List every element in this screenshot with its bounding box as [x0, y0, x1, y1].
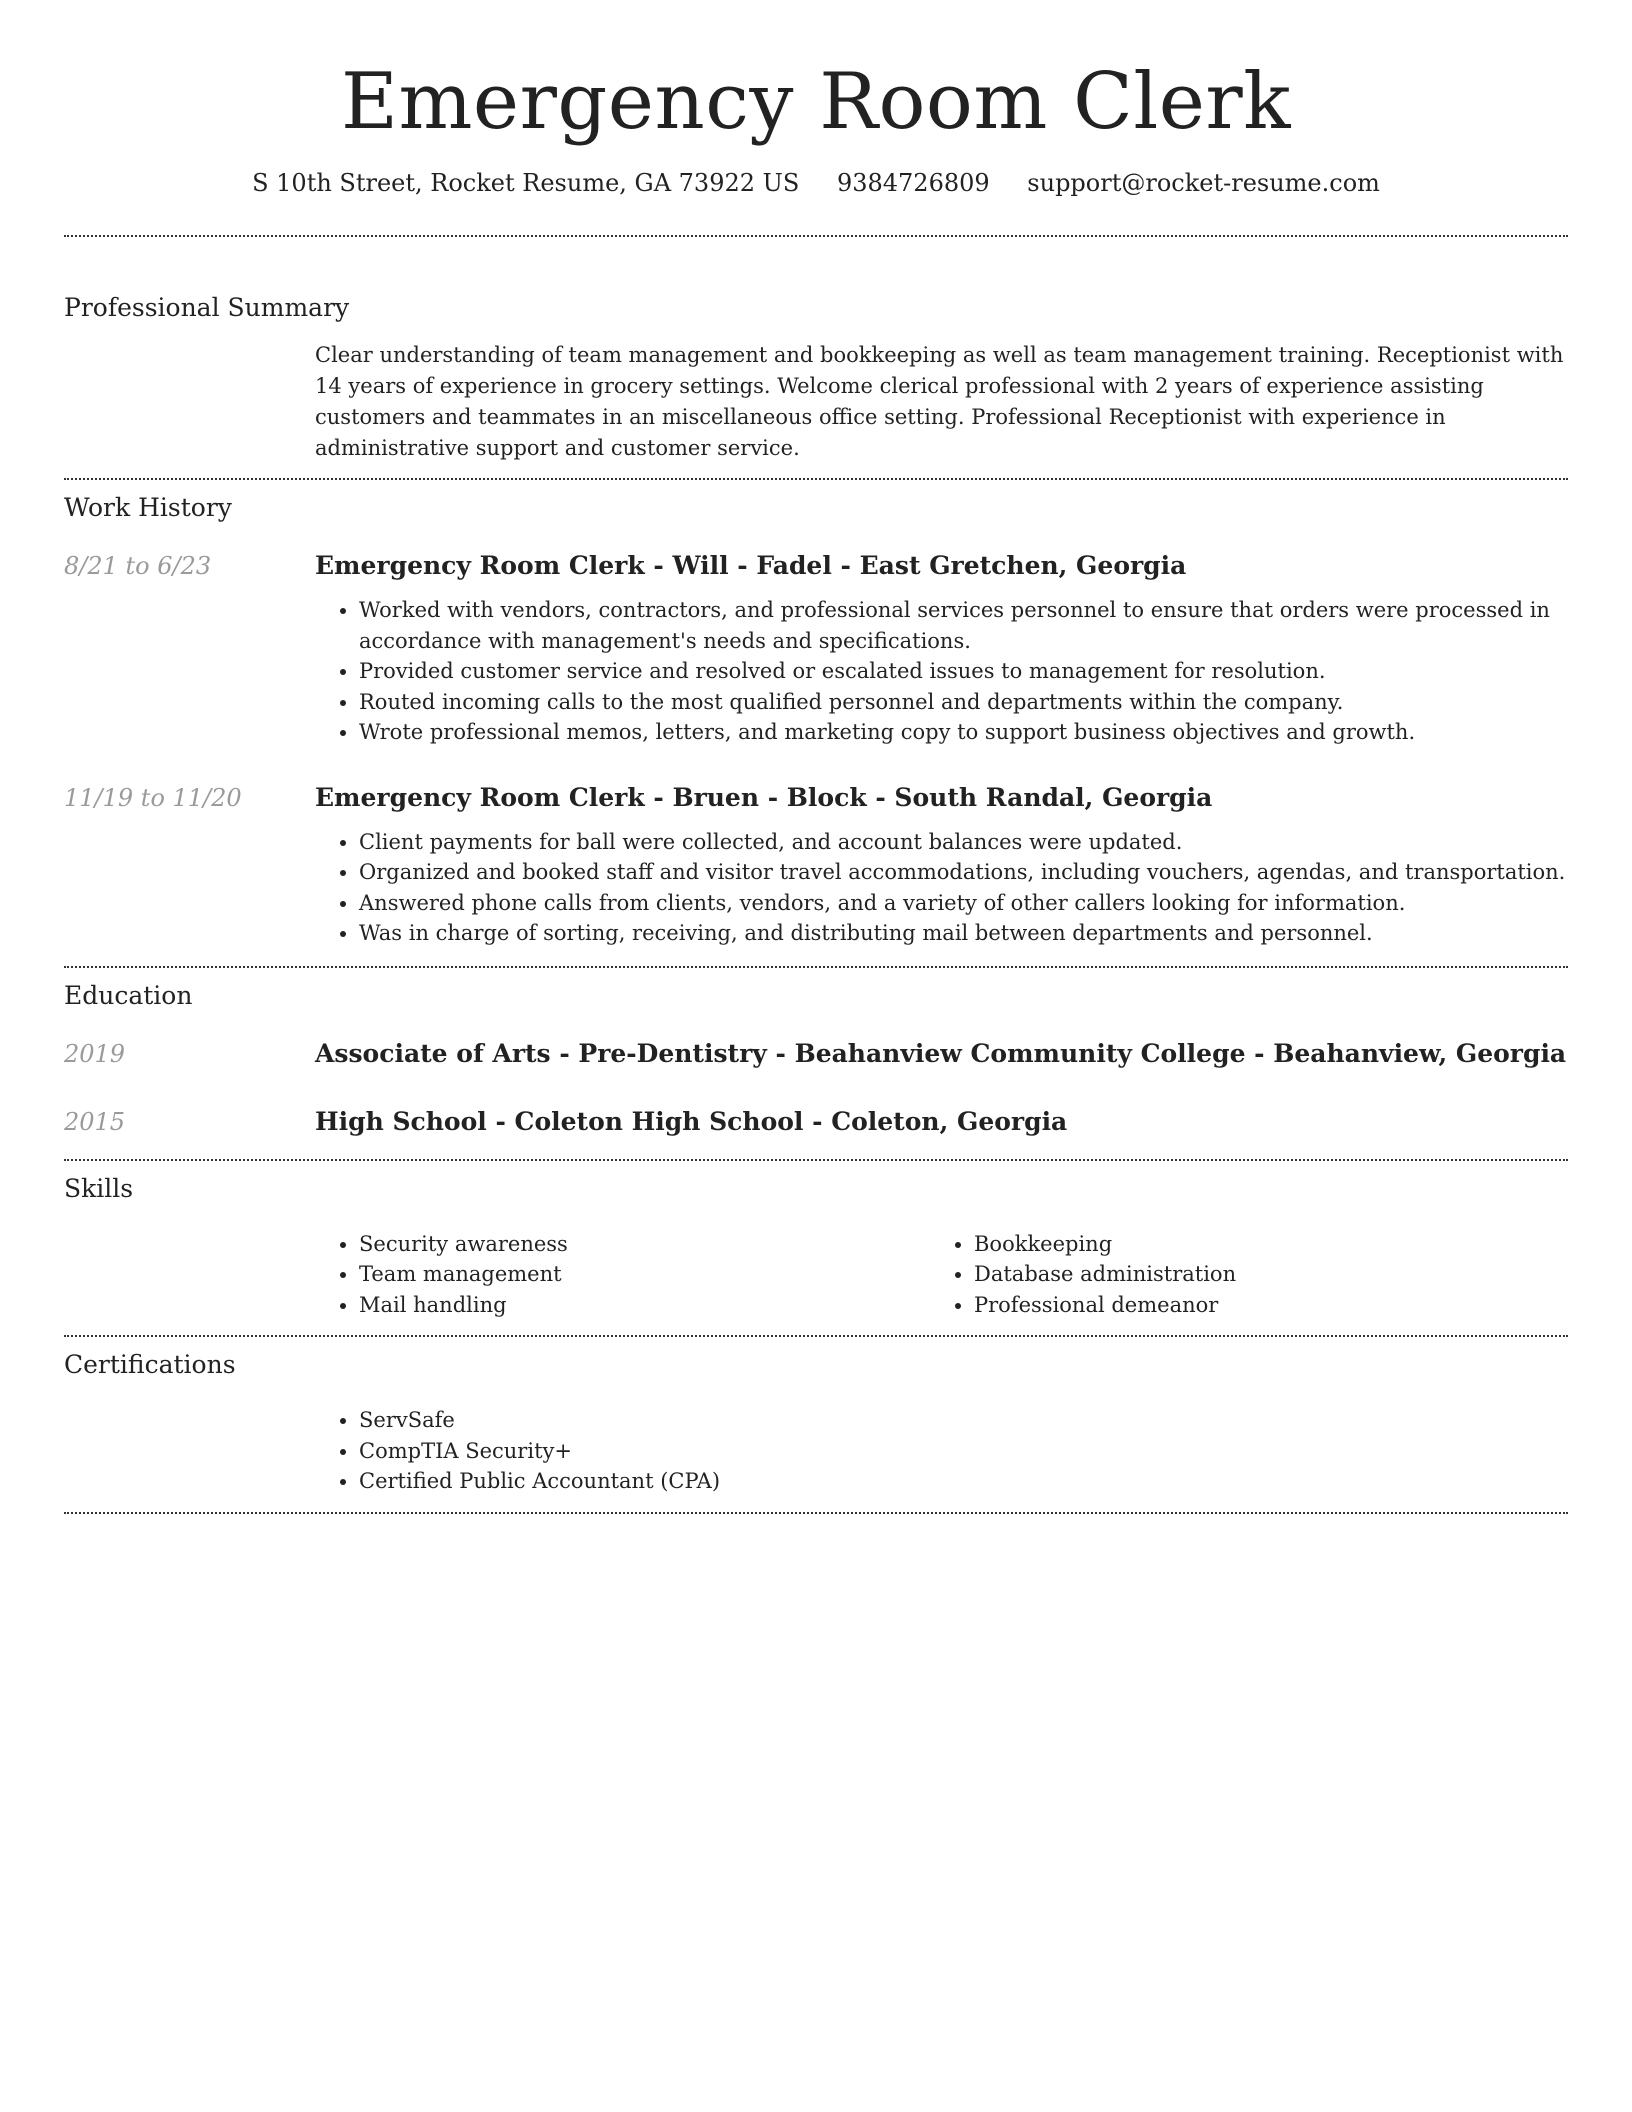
job-bullets	[315, 827, 1568, 949]
section-divider	[64, 478, 1568, 480]
skill-item: • Mail handling	[359, 1290, 930, 1321]
skills-row	[64, 1229, 1568, 1321]
job-content	[315, 549, 1568, 748]
job-dates: 11/19 to 11/20	[64, 783, 242, 812]
skill-item: • Security awareness	[359, 1229, 930, 1260]
certifications-row	[64, 1405, 1568, 1497]
skills-column-right	[930, 1229, 1545, 1321]
job-title: Emergency Room Clerk - Will - Fadel - East Gretchen, Georgia	[315, 551, 1187, 580]
skills-list	[930, 1229, 1545, 1321]
education-section	[64, 979, 1568, 1139]
education-degree: Associate of Arts - Pre-Dentistry - Beahanview Community College - Beahanview, Georgia	[315, 1038, 1567, 1068]
job-bullet: • Provided customer service and resolved or escalated issues to management for resolution.	[359, 656, 1568, 687]
job-title: Emergency Room Clerk - Bruen - Block - South Randal, Georgia	[315, 782, 1213, 812]
skill-item: • Bookkeeping	[974, 1229, 1545, 1260]
job-content	[315, 781, 1568, 949]
job-bullet: • Answered phone calls from clients, vendors, and a variety of other callers looking for information.	[359, 888, 1568, 919]
skill-item: • Database administration	[974, 1259, 1545, 1290]
resume-name: Emergency Room Clerk	[341, 57, 1291, 147]
certifications-content	[315, 1405, 1568, 1497]
skills-column-left	[315, 1229, 930, 1321]
section-divider	[64, 1512, 1568, 1514]
section-title-skills: Skills	[64, 1173, 134, 1203]
skill-item: • Team management	[359, 1259, 930, 1290]
education-year: 2019	[64, 1039, 126, 1068]
professional-summary-section	[64, 291, 1568, 464]
skill-item: • Professional demeanor	[974, 1290, 1545, 1321]
contact-line	[64, 166, 1568, 200]
education-content	[315, 1105, 1568, 1139]
contact-phone: 9384726809	[836, 169, 990, 197]
job-dates: 8/21 to 6/23	[64, 552, 212, 580]
contact-email: support@rocket-resume.com	[1027, 169, 1380, 197]
section-title-education: Education	[64, 980, 193, 1010]
certification-item: • Certified Public Accountant (CPA)	[359, 1466, 1568, 1497]
section-divider	[64, 235, 1568, 237]
skills-grid	[315, 1229, 1568, 1321]
education-degree: High School - Coleton High School - Coleton, Georgia	[315, 1106, 1068, 1136]
section-divider	[64, 966, 1568, 968]
contact-address: S 10th Street, Rocket Resume, GA 73922 US	[252, 169, 800, 197]
resume-page	[64, 0, 1568, 1514]
section-title-certifications: Certifications	[64, 1350, 236, 1379]
job-bullets	[315, 595, 1568, 748]
section-divider	[64, 1159, 1568, 1161]
education-content	[315, 1037, 1568, 1071]
certifications-section	[64, 1348, 1568, 1497]
certifications-list	[315, 1405, 1568, 1497]
education-year: 2015	[64, 1107, 126, 1136]
education-entry	[64, 1037, 1568, 1071]
job-bullet: • Was in charge of sorting, receiving, and distributing mail between departments and personnel.	[359, 918, 1568, 949]
skills-section	[64, 1172, 1568, 1321]
work-history-section	[64, 491, 1568, 949]
job-bullet: • Wrote professional memos, letters, and marketing copy to support business objectives and growth.	[359, 717, 1568, 748]
certification-item: • CompTIA Security+	[359, 1436, 1568, 1467]
summary-row	[64, 340, 1568, 464]
summary-content	[315, 340, 1568, 464]
section-title-work: Work History	[64, 493, 232, 522]
section-divider	[64, 1335, 1568, 1337]
job-entry	[64, 781, 1568, 949]
skills-list	[315, 1229, 930, 1321]
certification-item: • ServSafe	[359, 1405, 1568, 1436]
job-bullet: • Routed incoming calls to the most qualified personnel and departments within the company.	[359, 687, 1568, 718]
job-entry	[64, 549, 1568, 748]
section-title-summary: Professional Summary	[64, 293, 350, 322]
education-entry	[64, 1105, 1568, 1139]
summary-text: Clear understanding of team management and bookkeeping as well as team management training. Receptionist with 14 years of experience in grocery settings. Welcome clerical professional with 2 years of experience assisting customers and teammates in an miscellaneous office setting. Professional Receptionist with experience in administrative support and customer service.	[315, 343, 1564, 460]
job-bullet: • Worked with vendors, contractors, and professional services personnel to ensure that orders were processed in accordance with management's needs and specifications.	[359, 595, 1568, 656]
job-bullet: • Organized and booked staff and visitor travel accommodations, including vouchers, agendas, and transportation.	[359, 857, 1568, 888]
job-bullet: • Client payments for ball were collected, and account balances were updated.	[359, 827, 1568, 858]
